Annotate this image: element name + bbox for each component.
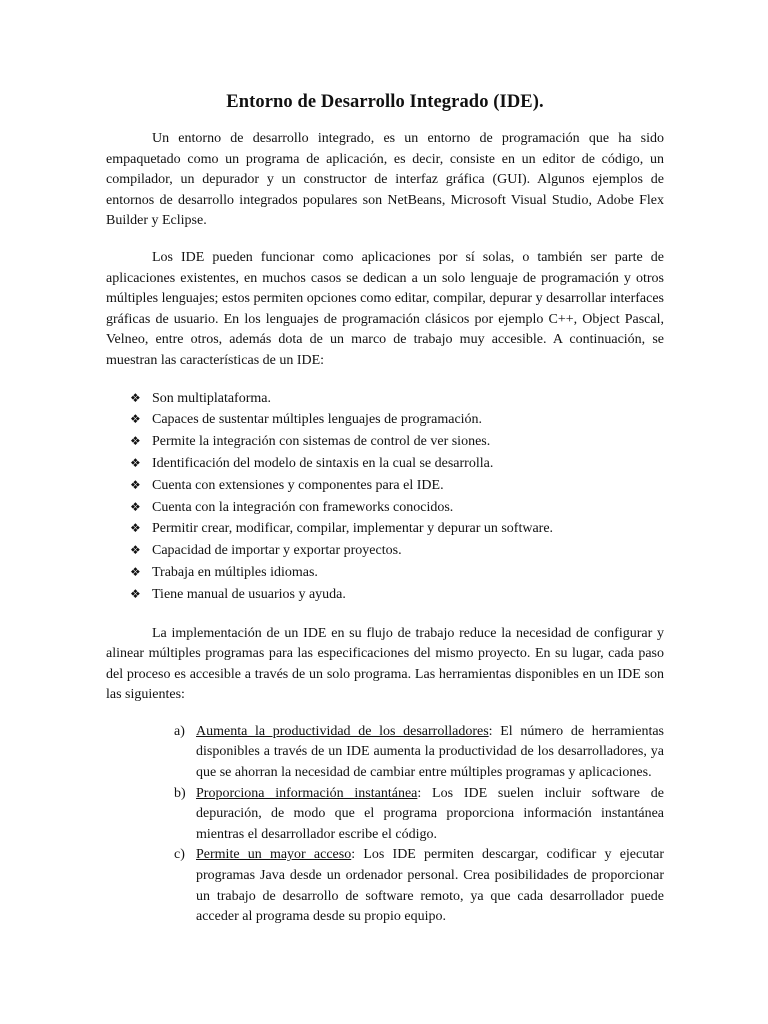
document-title: Entorno de Desarrollo Integrado (IDE).: [226, 92, 544, 112]
tool-item-body: [196, 784, 664, 846]
tool-item: [174, 784, 664, 846]
list-item-text: Capacidad de importar y exportar proyectos.: [152, 543, 402, 559]
tool-item-title: Proporciona información instantánea: [196, 785, 418, 801]
list-item-text: Son multiplataforma.: [152, 390, 271, 406]
list-item: [130, 562, 664, 584]
list-item: [130, 409, 664, 431]
tool-item-letter: a): [174, 723, 185, 739]
tool-item-letter: b): [174, 785, 186, 801]
list-item: [130, 431, 664, 453]
list-item-text: Cuenta con la integración con frameworks conocidos.: [152, 499, 454, 515]
list-item: [130, 584, 664, 606]
list-item: [130, 475, 664, 497]
list-item-text: Permite la integración con sistemas de control de ver siones.: [152, 434, 491, 450]
tool-item-text: : Los IDE permiten descargar, codificar y ejecutar programas Java desde un ordenador personal. Crea posibilidades de proporcionar un trabajo de desarrollo de software remoto, ya que cada desarrollador puede acceder al programa desde su propio equipo.: [196, 847, 664, 925]
list-item: [130, 518, 664, 540]
tool-item: [174, 722, 664, 784]
diamond-bullet-icon: ❖: [130, 521, 141, 536]
tool-item-letter: c): [174, 847, 185, 863]
list-item: [130, 388, 664, 410]
list-item-text: Cuenta con extensiones y componentes para el IDE.: [152, 477, 444, 493]
diamond-bullet-icon: ❖: [130, 434, 141, 449]
diamond-bullet-icon: ❖: [130, 390, 141, 405]
intro-paragraph: Un entorno de desarrollo integrado, es un entorno de programación que ha sido empaquetado como un programa de aplicación, es decir, consiste en un editor de código, un compilador, un depurador y un constructor de interfaz gráfica (GUI). Algunos ejemplos de entornos de desarrollo integrados populares son NetBeans, Microsoft Visual Studio, Adobe Flex Builder y Eclipse.: [106, 131, 664, 229]
list-item-text: Trabaja en múltiples idiomas.: [152, 564, 318, 580]
tool-item-title: Permite un mayor acceso: [196, 847, 352, 863]
diamond-bullet-icon: ❖: [130, 477, 141, 492]
diamond-bullet-icon: ❖: [130, 564, 141, 579]
list-item-text: Capaces de sustentar múltiples lenguajes de programación.: [152, 412, 483, 428]
list-item-text: Identificación del modelo de sintaxis en la cual se desarrolla.: [152, 455, 494, 471]
characteristics-list: [106, 388, 664, 606]
list-item: [130, 453, 664, 475]
diamond-bullet-icon: ❖: [130, 455, 141, 470]
implementation-paragraph: La implementación de un IDE en su flujo de trabajo reduce la necesidad de configurar y alinear múltiples programas para las especificaciones del mismo proyecto. En su lugar, cada paso del proceso es accesible a través de un solo programa. Las herramientas disponibles en un IDE son las siguientes:: [106, 625, 664, 703]
list-item-text: Tiene manual de usuarios y ayuda.: [152, 586, 346, 602]
diamond-bullet-icon: ❖: [130, 586, 141, 601]
diamond-bullet-icon: ❖: [130, 543, 141, 558]
tool-item-body: [196, 722, 664, 784]
tool-item-text: : Los IDE suelen incluir software de depuración, de modo que el programa proporciona información instantánea mientras el desarrollador escribe el código.: [196, 785, 664, 842]
list-item: [130, 540, 664, 562]
diamond-bullet-icon: ❖: [130, 499, 141, 514]
tool-item-body: [196, 845, 664, 927]
tool-item-title: Aumenta la productividad de los desarrolladores: [196, 723, 489, 739]
tool-item-text: : El número de herramientas disponibles a través de un IDE aumenta la productividad de los desarrolladores, ya que se ahorran la necesidad de cambiar entre múltiples programas y aplicaciones.: [196, 723, 665, 781]
tools-list: [106, 722, 664, 928]
list-item: [130, 497, 664, 519]
list-item-text: Permitir crear, modificar, compilar, implementar y depurar un software.: [152, 521, 554, 537]
tool-item: [174, 845, 664, 927]
ide-description-paragraph: Los IDE pueden funcionar como aplicaciones por sí solas, o también ser parte de aplicaciones existentes, en muchos casos se dedican a un solo lenguaje de programación y otros múltiples lenguajes; estos permiten opciones como editar, compilar, depurar y desarrollar interfaces gráficas de usuario. En los lenguajes de programación clásicos por ejemplo C++, Object Pascal, Velneo, entre otros, además dota de un marco de trabajo muy accesible. A continuación, se muestran las características de un IDE:: [106, 249, 664, 368]
diamond-bullet-icon: ❖: [130, 412, 141, 427]
